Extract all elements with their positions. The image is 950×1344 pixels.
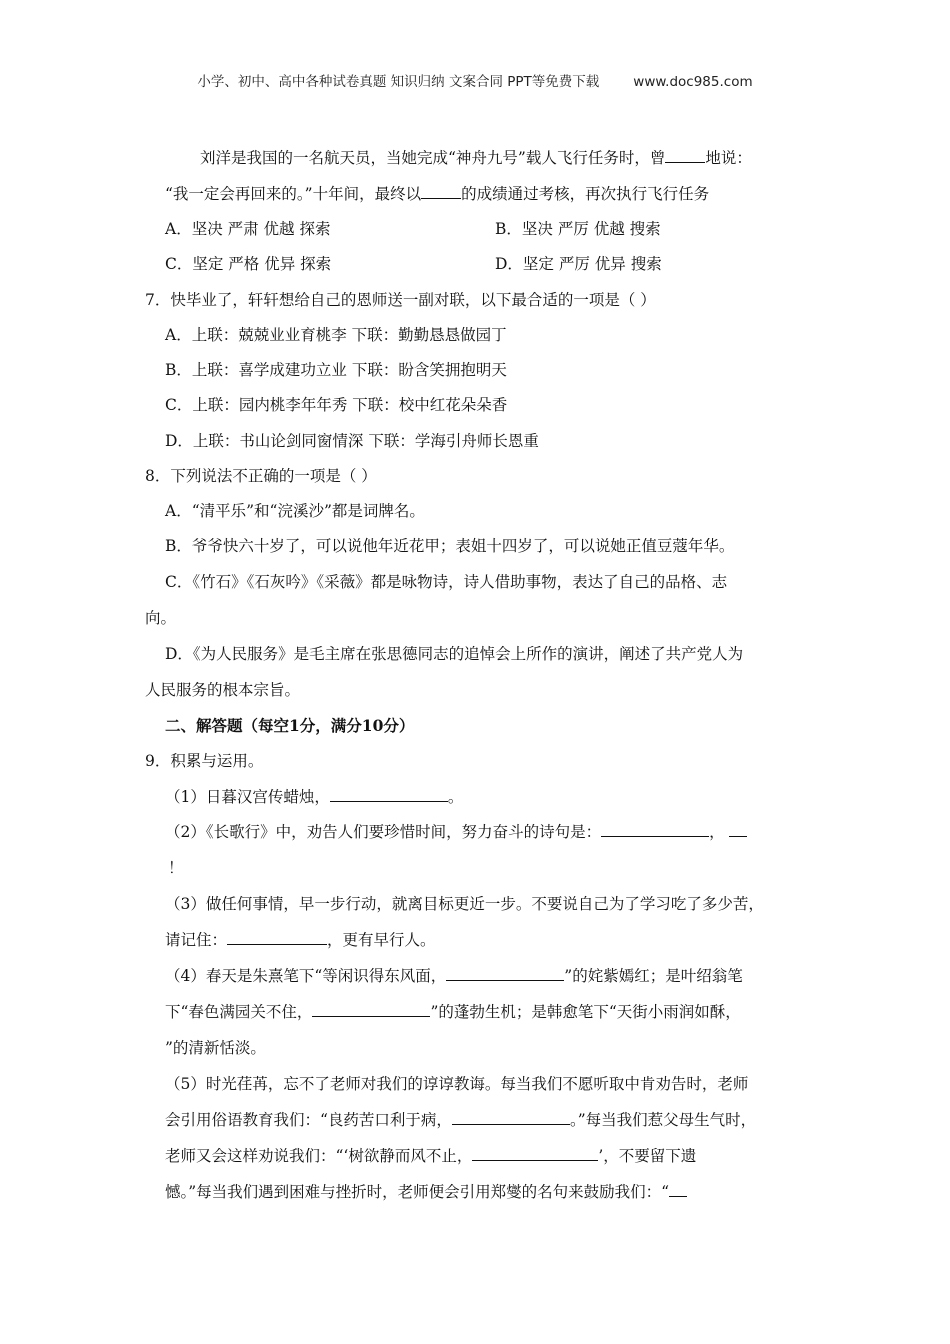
q9-sub-5-cont-2 (165, 1146, 696, 1166)
q9-text: 。”每当我们惹父母生气时， (569, 1111, 757, 1129)
passage-line-1 (200, 148, 752, 168)
q9-text: （2）《长歌行》中，劝告人们要珍惜时间，努力奋斗的诗句是： (165, 823, 602, 841)
q7-option-c: C．上联：园内桃李年年秀 下联：校中红花朵朵香 (165, 396, 508, 414)
option-a: A．坚决 严肃 优越 探索 (165, 220, 331, 238)
question-7-stem: 7．快毕业了，轩轩想给自己的恩师送一副对联，以下最合适的一项是（ ） (145, 291, 656, 309)
q9-text: 老师又会这样劝说我们：“‘树欲静而风不止， (165, 1147, 473, 1165)
q9-sub-5: （5）时光荏苒，忘不了老师对我们的谆谆教诲。每当我们不愿听取中肯劝告时，老师 (165, 1075, 749, 1093)
question-9-stem: 9．积累与运用。 (145, 752, 264, 770)
q9-text: 憾。”每当我们遇到困难与挫折时，老师便会引用郑燮的名句来鼓励我们：“ (165, 1183, 670, 1201)
q9-text: （4）春天是朱熹笔下“等闲识得东风面， (165, 967, 447, 985)
option-d: D．坚定 严厉 优异 搜索 (495, 255, 662, 273)
q9-text: 。 (447, 788, 464, 806)
answer-blank[interactable] (601, 822, 709, 837)
q9-text: ”的蓬勃生机；是韩愈笔下“天街小雨润如酥， (430, 1003, 741, 1021)
q7-option-d: D．上联：书山论剑同窗情深 下联：学海引舟师长恩重 (165, 432, 539, 450)
answer-blank[interactable] (472, 1146, 598, 1161)
q9-text: 会引用俗语教育我们：“良药苦口利于病， (165, 1111, 452, 1129)
q9-sub-4-cont (165, 1002, 741, 1022)
q9-text: ”的姹紫嫣红；是叶绍翁笔 (564, 967, 743, 985)
passage-text: 刘洋是我国的一名航天员，当她完成“神舟九号”载人飞行任务时，曾 (200, 149, 666, 167)
question-8-stem: 8．下列说法不正确的一项是（ ） (145, 467, 377, 485)
answer-blank[interactable] (227, 930, 327, 945)
q9-sub-2 (165, 822, 747, 842)
answer-blank[interactable] (312, 1002, 430, 1017)
q9-sub-4 (165, 966, 743, 986)
passage-text: 的成绩通过考核，再次执行飞行任务 (461, 185, 710, 203)
option-c: C．坚定 严格 优异 探索 (165, 255, 332, 273)
option-b: B．坚决 严厉 优越 搜索 (495, 220, 661, 238)
q8-option-d: D．《为人民服务》是毛主席在张思德同志的追悼会上所作的演讲，阐述了共产党人为 (165, 645, 744, 663)
page-header (0, 70, 950, 90)
q9-sub-5-cont-1 (165, 1110, 756, 1130)
q8-option-c-cont: 向。 (145, 609, 177, 627)
answer-blank[interactable] (729, 822, 747, 837)
q9-text: ， (709, 823, 725, 841)
header-text: 小学、初中、高中各种试卷真题 知识归纳 文案合同 PPT等免费下载 (197, 74, 600, 90)
q9-sub-1 (165, 787, 463, 807)
q8-option-d-cont: 人民服务的根本宗旨。 (145, 681, 301, 699)
answer-blank[interactable] (669, 1182, 687, 1197)
q7-option-a: A．上联：兢兢业业育桃李 下联：勤勤恳恳做园丁 (165, 326, 507, 344)
q8-option-b: B．爷爷快六十岁了，可以说他年近花甲；表姐十四岁了，可以说她正值豆蔻年华。 (165, 537, 735, 555)
answer-blank[interactable] (421, 184, 461, 199)
q8-option-c: C．《竹石》《石灰吟》《采薇》都是咏物诗，诗人借助事物，表达了自己的品格、志 (165, 573, 728, 591)
q9-text: ，更有早行人。 (327, 931, 436, 949)
q9-text: 下“春色满园关不住， (165, 1003, 313, 1021)
header-site-link[interactable]: www.doc985.com (633, 74, 753, 90)
q9-sub-4-end: ”的清新恬淡。 (165, 1039, 266, 1057)
q7-option-b: B．上联：喜学成建功立业 下联：盼含笑拥抱明天 (165, 361, 507, 379)
section-2-title: 二、解答题（每空1分，满分10分） (165, 716, 415, 735)
q9-text: 请记住： (165, 931, 228, 949)
q9-text: ’，不要留下遗 (598, 1147, 697, 1165)
q9-sub-5-cont-3 (165, 1182, 687, 1202)
passage-text: 地说： (705, 149, 752, 167)
q9-text: （1）日暮汉宫传蜡烛， (165, 788, 330, 806)
answer-blank[interactable] (665, 148, 705, 163)
passage-line-2 (165, 184, 709, 204)
answer-blank[interactable] (452, 1110, 570, 1125)
q9-sub-3-cont (165, 930, 436, 950)
answer-blank[interactable] (330, 787, 448, 802)
q9-sub-3: （3）做任何事情，早一步行动，就离目标更近一步。不要说自己为了学习吃了多少苦， (165, 895, 764, 913)
q9-sub-2-end: ！ (168, 859, 184, 877)
q8-option-a: A．“清平乐”和“浣溪沙”都是词牌名。 (165, 502, 425, 520)
answer-blank[interactable] (446, 966, 564, 981)
passage-text: “我一定会再回来的。”十年间，最终以 (165, 185, 422, 203)
